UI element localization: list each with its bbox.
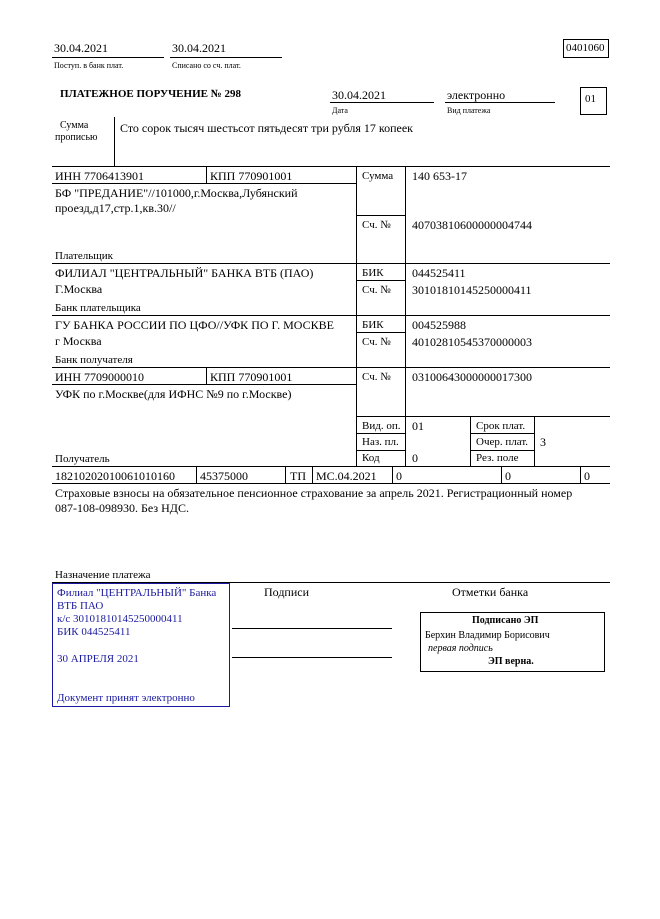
payee-account: 03100643000000017300 xyxy=(412,370,532,384)
sum-label: Сумма xyxy=(362,170,394,182)
rez-pole-label: Рез. поле xyxy=(476,452,519,464)
purpose-text: Страховые взносы на обязательное пенсионное страхование за апрель 2021. Регистрационный номер xyxy=(55,486,573,500)
tax-doc-number: 0 xyxy=(396,469,402,483)
signature-line xyxy=(232,657,392,658)
payer-bank-label: Банк плательщика xyxy=(55,302,141,314)
sum-value: 140 653-17 xyxy=(412,169,467,183)
table-rule xyxy=(534,416,535,466)
tax-period: МС.04.2021 xyxy=(316,469,377,483)
date-received-label: Поступ. в банк плат. xyxy=(54,61,124,70)
verified-label: ЭП верна. xyxy=(488,656,534,667)
signature-line xyxy=(232,628,392,629)
table-rule xyxy=(392,466,393,483)
stamp-date: 30 АПРЕЛЯ 2021 xyxy=(57,653,139,665)
table-rule xyxy=(285,466,286,483)
table-rule xyxy=(405,166,406,466)
payment-type-label: Вид платежа xyxy=(447,106,491,115)
signed-label: Подписано ЭП xyxy=(472,615,539,626)
purpose-label: Назначение платежа xyxy=(55,569,151,581)
table-rule xyxy=(356,166,357,466)
amount-words-label: Сумма xyxy=(60,120,89,131)
payee-label: Получатель xyxy=(55,453,110,465)
payer-bank-bik: 044525411 xyxy=(412,266,466,280)
payee-bank-account: 40102810545370000003 xyxy=(412,335,532,349)
bank-stamp xyxy=(52,583,230,707)
stamp-accepted: Документ принят электронно xyxy=(57,692,195,704)
payer-label: Плательщик xyxy=(55,250,113,262)
payee-name: УФК по г.Москве(для ИФНС №9 по г.Москве) xyxy=(55,387,292,401)
table-rule xyxy=(356,450,406,451)
table-rule xyxy=(501,466,502,483)
table-rule xyxy=(356,215,406,216)
payer-bank-account-label: Сч. № xyxy=(362,284,391,296)
vid-op-label: Вид. оп. xyxy=(362,420,401,432)
amount-words-value: Сто сорок тысяч шестьсот пятьдесят три рубля 17 копеек xyxy=(120,121,414,135)
document-date: 30.04.2021 xyxy=(332,88,386,102)
table-rule xyxy=(52,166,610,167)
table-rule xyxy=(52,315,610,316)
signatures-label: Подписи xyxy=(264,585,310,599)
payee-bank-account-label: Сч. № xyxy=(362,336,391,348)
ocher-plat-value: 3 xyxy=(540,435,546,449)
payee-bank-bik: 004525988 xyxy=(412,318,466,332)
divider xyxy=(52,57,164,58)
srok-plat-label: Срок плат. xyxy=(476,420,526,432)
table-rule xyxy=(356,433,406,434)
table-rule xyxy=(312,466,313,483)
table-rule xyxy=(470,416,471,466)
table-rule xyxy=(470,433,534,434)
payer-account-label: Сч. № xyxy=(362,219,391,231)
table-rule xyxy=(52,466,610,467)
ocher-plat-label: Очер. плат. xyxy=(476,436,529,448)
divider xyxy=(170,57,282,58)
payment-type: электронно xyxy=(447,88,506,102)
payee-kpp: КПП 770901001 xyxy=(210,370,293,384)
amount-words-label-2: прописью xyxy=(55,132,98,143)
table-rule xyxy=(356,416,610,417)
payer-bank-account: 30101810145250000411 xyxy=(412,283,532,297)
naz-pl-label: Наз. пл. xyxy=(362,436,399,448)
stamp-line: Филиал "ЦЕНТРАЛЬНЫЙ" Банка xyxy=(57,587,217,599)
stamp-line: ВТБ ПАО xyxy=(57,600,104,612)
table-rule xyxy=(356,332,406,333)
date-debited-label: Списано со сч. плат. xyxy=(172,61,241,70)
purpose-text-2: 087-108-098930. Без НДС. xyxy=(55,501,189,515)
payee-account-label: Сч. № xyxy=(362,371,391,383)
signature-type: первая подпись xyxy=(428,643,493,654)
table-rule xyxy=(52,367,610,368)
date-received: 30.04.2021 xyxy=(54,41,108,55)
payer-kpp: КПП 770901001 xyxy=(210,169,293,183)
table-rule xyxy=(206,166,207,183)
tax-kbk: 18210202010061010160 xyxy=(55,469,175,483)
table-rule xyxy=(356,280,406,281)
payer-bank-bik-label: БИК xyxy=(362,267,384,279)
table-rule xyxy=(580,466,581,483)
tax-doc-date: 0 xyxy=(505,469,511,483)
vid-op-value: 01 xyxy=(412,419,424,433)
payee-inn: ИНН 7709000010 xyxy=(55,370,144,384)
tax-basis: ТП xyxy=(290,469,306,483)
divider xyxy=(330,102,434,103)
divider xyxy=(445,102,555,103)
divider xyxy=(114,117,115,166)
tax-last: 0 xyxy=(584,469,590,483)
payer-bank-city: Г.Москва xyxy=(55,282,103,296)
kod-value: 0 xyxy=(412,451,418,465)
stamp-line: к/с 30101810145250000411 xyxy=(57,613,183,625)
document-date-label: Дата xyxy=(332,106,348,115)
payer-inn: ИНН 7706413901 xyxy=(55,169,144,183)
payer-name-2: проезд,д17,стр.1,кв.30// xyxy=(55,201,176,215)
document-title: ПЛАТЕЖНОЕ ПОРУЧЕНИЕ № 298 xyxy=(60,88,242,100)
table-rule xyxy=(206,367,207,384)
bank-marks-label: Отметки банка xyxy=(452,585,529,599)
table-rule xyxy=(52,263,610,264)
stamp-line: БИК 044525411 xyxy=(57,626,131,638)
payer-bank-name: ФИЛИАЛ "ЦЕНТРАЛЬНЫЙ" БАНКА ВТБ (ПАО) xyxy=(55,266,314,280)
tax-oktmo: 45375000 xyxy=(200,469,248,483)
payee-bank-bik-label: БИК xyxy=(362,319,384,331)
table-rule xyxy=(52,483,610,484)
date-debited: 30.04.2021 xyxy=(172,41,226,55)
payer-account: 40703810600000004744 xyxy=(412,218,532,232)
table-rule xyxy=(470,450,534,451)
payee-bank-label: Банк получателя xyxy=(55,354,133,366)
payee-bank-name: ГУ БАНКА РОССИИ ПО ЦФО//УФК ПО Г. МОСКВЕ xyxy=(55,318,334,332)
table-rule xyxy=(52,183,356,184)
payee-bank-city: г Москва xyxy=(55,334,102,348)
table-rule xyxy=(196,466,197,483)
kod-label: Код xyxy=(362,452,380,464)
table-rule xyxy=(52,384,356,385)
status-code: 01 xyxy=(585,93,596,105)
form-code: 0401060 xyxy=(566,42,605,54)
payer-name: БФ "ПРЕДАНИЕ"//101000,г.Москва,Лубянский xyxy=(55,186,298,200)
signer-name: Берхин Владимир Борисович xyxy=(425,630,550,641)
